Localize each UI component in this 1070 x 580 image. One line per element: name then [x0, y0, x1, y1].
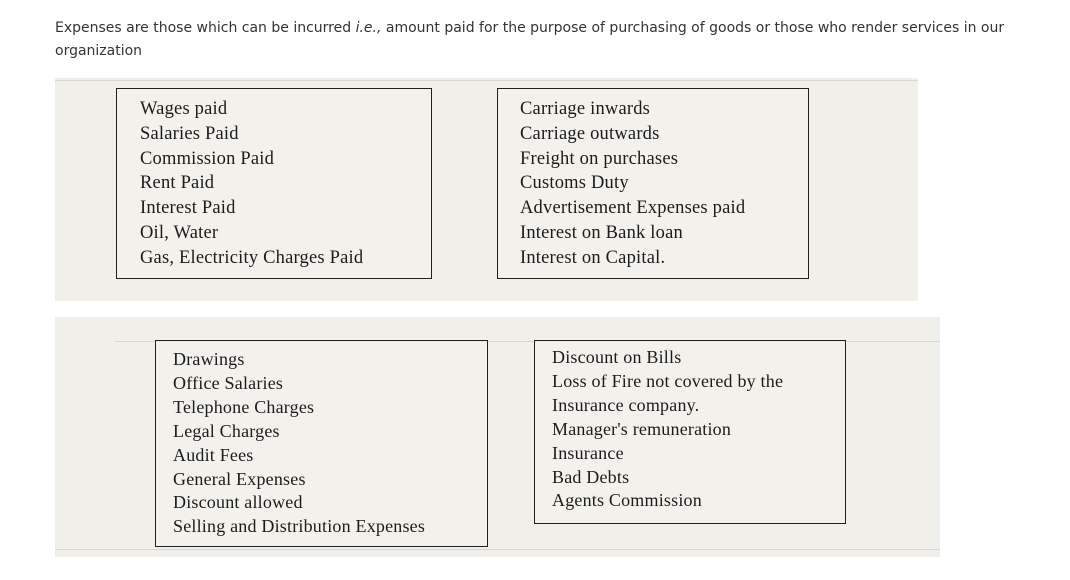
expense-item: Loss of Fire not covered by the: [552, 370, 784, 391]
expense-item: Customs Duty: [520, 173, 629, 194]
intro-emphasis: i.e.,: [355, 20, 382, 36]
expense-item: Advertisement Expenses paid: [520, 198, 746, 219]
expense-list: [552, 346, 845, 513]
expense-item: Agents Commission: [552, 490, 702, 511]
expense-list: [520, 97, 808, 271]
expense-list-box: [155, 340, 488, 547]
intro-text-before: Expenses are those which can be incurred: [55, 20, 356, 36]
expense-item: Interest on Bank loan: [520, 222, 683, 243]
scan-rule: [55, 80, 918, 81]
expense-item: Interest Paid: [140, 198, 236, 219]
expense-item: Commission Paid: [140, 148, 275, 169]
expense-item: Wages paid: [140, 99, 228, 119]
expense-item: Bad Debts: [552, 466, 630, 487]
scan-rule: [55, 549, 940, 550]
intro-paragraph: [55, 17, 1015, 63]
expense-item: Carriage outwards: [520, 123, 660, 144]
expense-item: Insurance: [552, 442, 624, 463]
expense-item: Carriage inwards: [520, 99, 651, 119]
expense-item: Legal Charges: [173, 420, 280, 441]
expense-item: Insurance company.: [552, 394, 700, 415]
expense-item: General Expenses: [173, 468, 306, 489]
expense-list-box: [116, 88, 432, 279]
expense-item: Discount on Bills: [552, 347, 682, 367]
expense-item: Gas, Electricity Charges Paid: [140, 247, 364, 268]
expense-item: Salaries Paid: [140, 123, 239, 144]
expense-list: [173, 348, 487, 539]
expense-item: Selling and Distribution Expenses: [173, 516, 426, 537]
expense-item: Oil, Water: [140, 222, 219, 243]
intro-text-after: amount paid for the purpose of purchasing of goods or those who render services in our organization: [55, 20, 1005, 59]
expense-item: Interest on Capital.: [520, 247, 666, 268]
expense-list: [140, 97, 431, 271]
expense-item: Telephone Charges: [173, 396, 315, 417]
expense-item: Drawings: [173, 349, 245, 369]
expense-item: Discount allowed: [173, 492, 303, 513]
expense-item: Manager's remuneration: [552, 418, 732, 439]
expense-item: Rent Paid: [140, 173, 215, 194]
expense-item: Freight on purchases: [520, 148, 679, 169]
expense-list-box: [497, 88, 809, 279]
expense-item: Office Salaries: [173, 372, 284, 393]
expense-list-box: [534, 340, 846, 524]
expense-item: Audit Fees: [173, 444, 254, 465]
